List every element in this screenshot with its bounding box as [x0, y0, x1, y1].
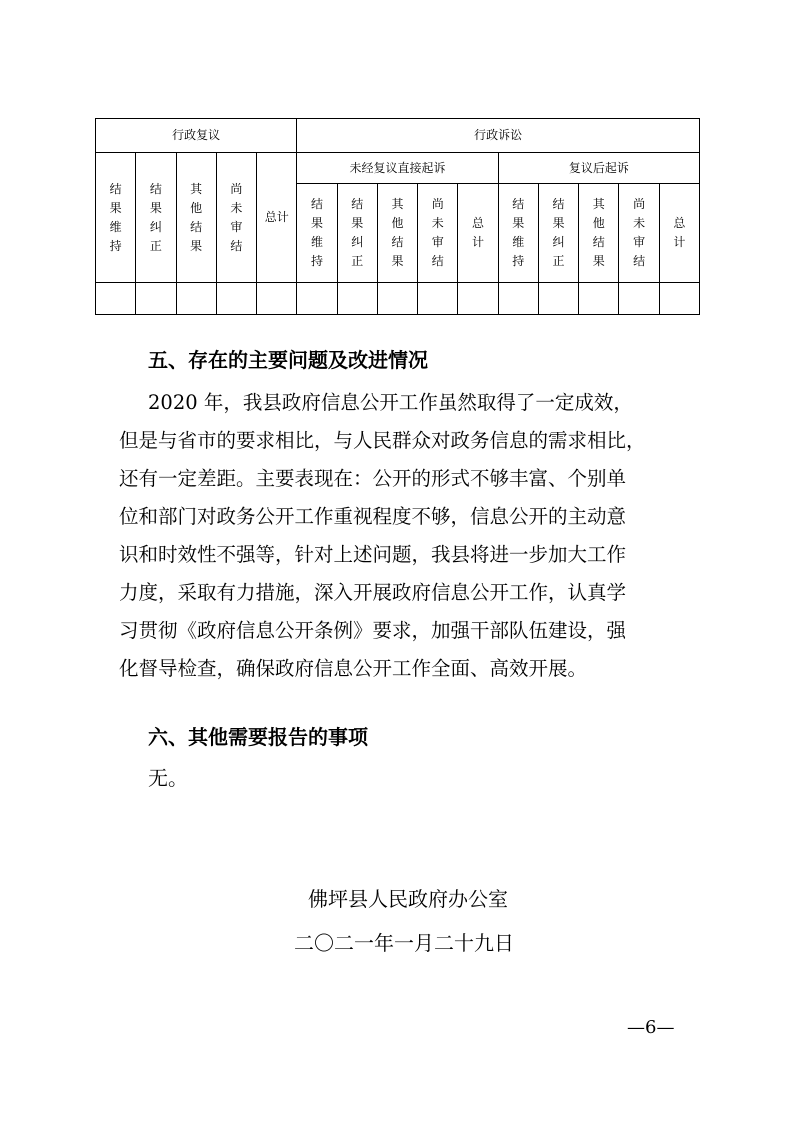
direct-litigation-header: 未经复议直接起诉 [297, 153, 498, 184]
table-cell [619, 283, 659, 315]
review-col-pending: 尚未审结 [216, 153, 256, 283]
table-cell [216, 283, 256, 315]
review-col-other: 其他结果 [176, 153, 216, 283]
paragraph-line: 2020 年，我县政府信息公开工作虽然取得了一定成效， [148, 391, 633, 414]
table-cell [659, 283, 699, 315]
after-col-maintain: 结果维持 [498, 184, 538, 283]
table-cell [337, 283, 377, 315]
section6-content: 无。 [148, 766, 188, 790]
review-col-total: 总计 [257, 153, 297, 283]
after-col-other: 其他结果 [579, 184, 619, 283]
review-col-maintain: 结果维持 [96, 153, 136, 283]
paragraph-line: 识和时效性不强等，针对上述问题，我县将进一步加大工作 [119, 543, 627, 566]
after-col-total: 总计 [659, 184, 699, 283]
signature-org: 佛坪县人民政府办公室 [308, 887, 508, 911]
page-number: —6— [627, 1017, 675, 1038]
table-cell [418, 283, 458, 315]
paragraph-line: 力度，采取有力措施，深入开展政府信息公开工作，认真学 [119, 581, 627, 604]
paragraph-line: 化督导检查，确保政府信息公开工作全面、高效开展。 [119, 657, 588, 680]
after-review-litigation-header: 复议后起诉 [498, 153, 699, 184]
table-row [96, 283, 700, 315]
statistics-table [95, 118, 700, 315]
direct-col-other: 其他结果 [377, 184, 417, 283]
table-cell [458, 283, 498, 315]
paragraph-line: 习贯彻《政府信息公开条例》要求，加强干部队伍建设，强 [119, 619, 627, 642]
table-cell [136, 283, 176, 315]
direct-col-total: 总计 [458, 184, 498, 283]
table-cell [579, 283, 619, 315]
admin-litigation-header: 行政诉讼 [297, 119, 700, 153]
table-cell [297, 283, 337, 315]
table-cell [377, 283, 417, 315]
table-cell [96, 283, 136, 315]
section5-paragraph [119, 384, 677, 688]
section6-heading: 六、其他需要报告的事项 [148, 725, 368, 749]
review-col-correct: 结果纠正 [136, 153, 176, 283]
table-cell [538, 283, 578, 315]
section5-heading: 五、存在的主要问题及改进情况 [148, 348, 428, 372]
after-col-correct: 结果纠正 [538, 184, 578, 283]
table-cell [498, 283, 538, 315]
table-cell [257, 283, 297, 315]
after-col-pending: 尚未审结 [619, 184, 659, 283]
signature-date: 二〇二一年一月二十九日 [294, 931, 514, 955]
paragraph-line: 还有一定差距。主要表现在：公开的形式不够丰富、个别单 [119, 467, 627, 490]
table-cell [176, 283, 216, 315]
direct-col-correct: 结果纠正 [337, 184, 377, 283]
direct-col-pending: 尚未审结 [418, 184, 458, 283]
direct-col-maintain: 结果维持 [297, 184, 337, 283]
paragraph-line: 但是与省市的要求相比，与人民群众对政务信息的需求相比， [119, 429, 646, 452]
admin-review-header: 行政复议 [96, 119, 297, 153]
paragraph-line: 位和部门对政务公开工作重视程度不够，信息公开的主动意 [119, 505, 627, 528]
